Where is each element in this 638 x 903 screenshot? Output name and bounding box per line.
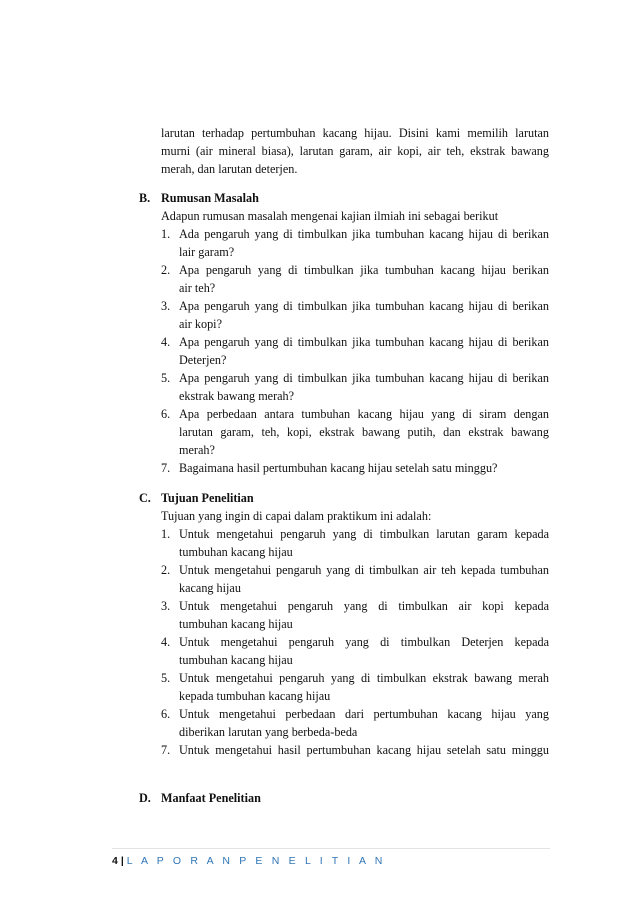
list-item-line: Untuk mengetahui pengaruh yang di timbulkan Deterjen kepada [179, 635, 549, 649]
list-item-line: Ada pengaruh yang di timbulkan jika tumbuhan kacang hijau di berikan [179, 227, 549, 241]
section-d-letter: D. [139, 791, 151, 805]
list-number: 1. [161, 227, 171, 241]
section-c-title: Tujuan Penelitian [161, 491, 254, 505]
footer-divider [112, 848, 550, 849]
section-d-title: Manfaat Penelitian [161, 791, 261, 805]
list-number: 5. [161, 371, 171, 385]
footer-title: L A P O R A N P E N E L I T I A N [126, 855, 386, 867]
list-number: 2. [161, 563, 171, 577]
list-item-line: lair garam? [179, 245, 235, 259]
list-item-line: air teh? [179, 281, 216, 295]
intro-line-3: merah, dan larutan deterjen. [161, 162, 298, 176]
list-number: 3. [161, 599, 171, 613]
footer-separator: | [120, 855, 124, 867]
section-c-letter: C. [139, 491, 151, 505]
list-item-line: kacang hijau [179, 581, 241, 595]
list-number: 1. [161, 527, 171, 541]
list-item-line: Deterjen? [179, 353, 227, 367]
list-item-line: Untuk mengetahui perbedaan dari pertumbuhan kacang hijau yang [179, 707, 549, 721]
list-item-line: tumbuhan kacang hijau [179, 617, 293, 631]
list-number: 4. [161, 335, 171, 349]
list-number: 7. [161, 743, 171, 757]
list-item-line: air kopi? [179, 317, 222, 331]
list-item-line: tumbuhan kacang hijau [179, 545, 293, 559]
list-number: 2. [161, 263, 171, 277]
list-item-line: Untuk mengetahui hasil pertumbuhan kacang hijau setelah satu minggu [179, 743, 549, 757]
list-number: 6. [161, 707, 171, 721]
page-footer [112, 855, 386, 867]
list-number: 3. [161, 299, 171, 313]
section-c-lead: Tujuan yang ingin di capai dalam praktikum ini adalah: [161, 509, 432, 523]
list-item-line: diberikan larutan yang berbeda-beda [179, 725, 358, 739]
list-item-line: tumbuhan kacang hijau [179, 653, 293, 667]
section-b-title: Rumusan Masalah [161, 191, 259, 205]
list-item-line: Bagaimana hasil pertumbuhan kacang hijau setelah satu minggu? [179, 461, 498, 475]
intro-line-2: murni (air mineral biasa), larutan garam, air kopi, air teh, ekstrak bawang [161, 144, 549, 158]
list-item-line: Apa pengaruh yang di timbulkan jika tumbuhan kacang hijau di berikan [179, 299, 549, 313]
list-item-line: Apa pengaruh yang di timbulkan jika tumbuhan kacang hijau di berikan [179, 335, 549, 349]
intro-line-1: larutan terhadap pertumbuhan kacang hijau. Disini kami memilih larutan [161, 126, 549, 140]
list-number: 4. [161, 635, 171, 649]
page-number: 4 [112, 855, 118, 867]
section-b-letter: B. [139, 191, 151, 205]
list-item-line: Apa perbedaan antara tumbuhan kacang hijau yang di siram dengan [179, 407, 549, 421]
list-item-line: kepada tumbuhan kacang hijau [179, 689, 331, 703]
list-item-line: Untuk mengetahui pengaruh yang di timbulkan air teh kepada tumbuhan [179, 563, 549, 577]
list-item-line: Apa pengaruh yang di timbulkan jika tumbuhan kacang hijau berikan [179, 263, 549, 277]
list-item-line: Untuk mengetahui pengaruh yang di timbulkan larutan garam kepada [179, 527, 549, 541]
section-b-lead: Adapun rumusan masalah mengenai kajian ilmiah ini sebagai berikut [161, 209, 499, 223]
list-item-line: Apa pengaruh yang di timbulkan jika tumbuhan kacang hijau di berikan [179, 371, 549, 385]
list-item-line: Untuk mengetahui pengaruh yang di timbulkan ekstrak bawang merah [179, 671, 549, 685]
list-number: 6. [161, 407, 171, 421]
list-number: 5. [161, 671, 171, 685]
list-item-line: merah? [179, 443, 215, 457]
list-item-line: ekstrak bawang merah? [179, 389, 295, 403]
list-number: 7. [161, 461, 171, 475]
list-item-line: Untuk mengetahui pengaruh yang di timbulkan air kopi kepada [179, 599, 549, 613]
list-item-line: larutan garam, teh, kopi, ekstrak bawang putih, dan ekstrak bawang [179, 425, 549, 439]
